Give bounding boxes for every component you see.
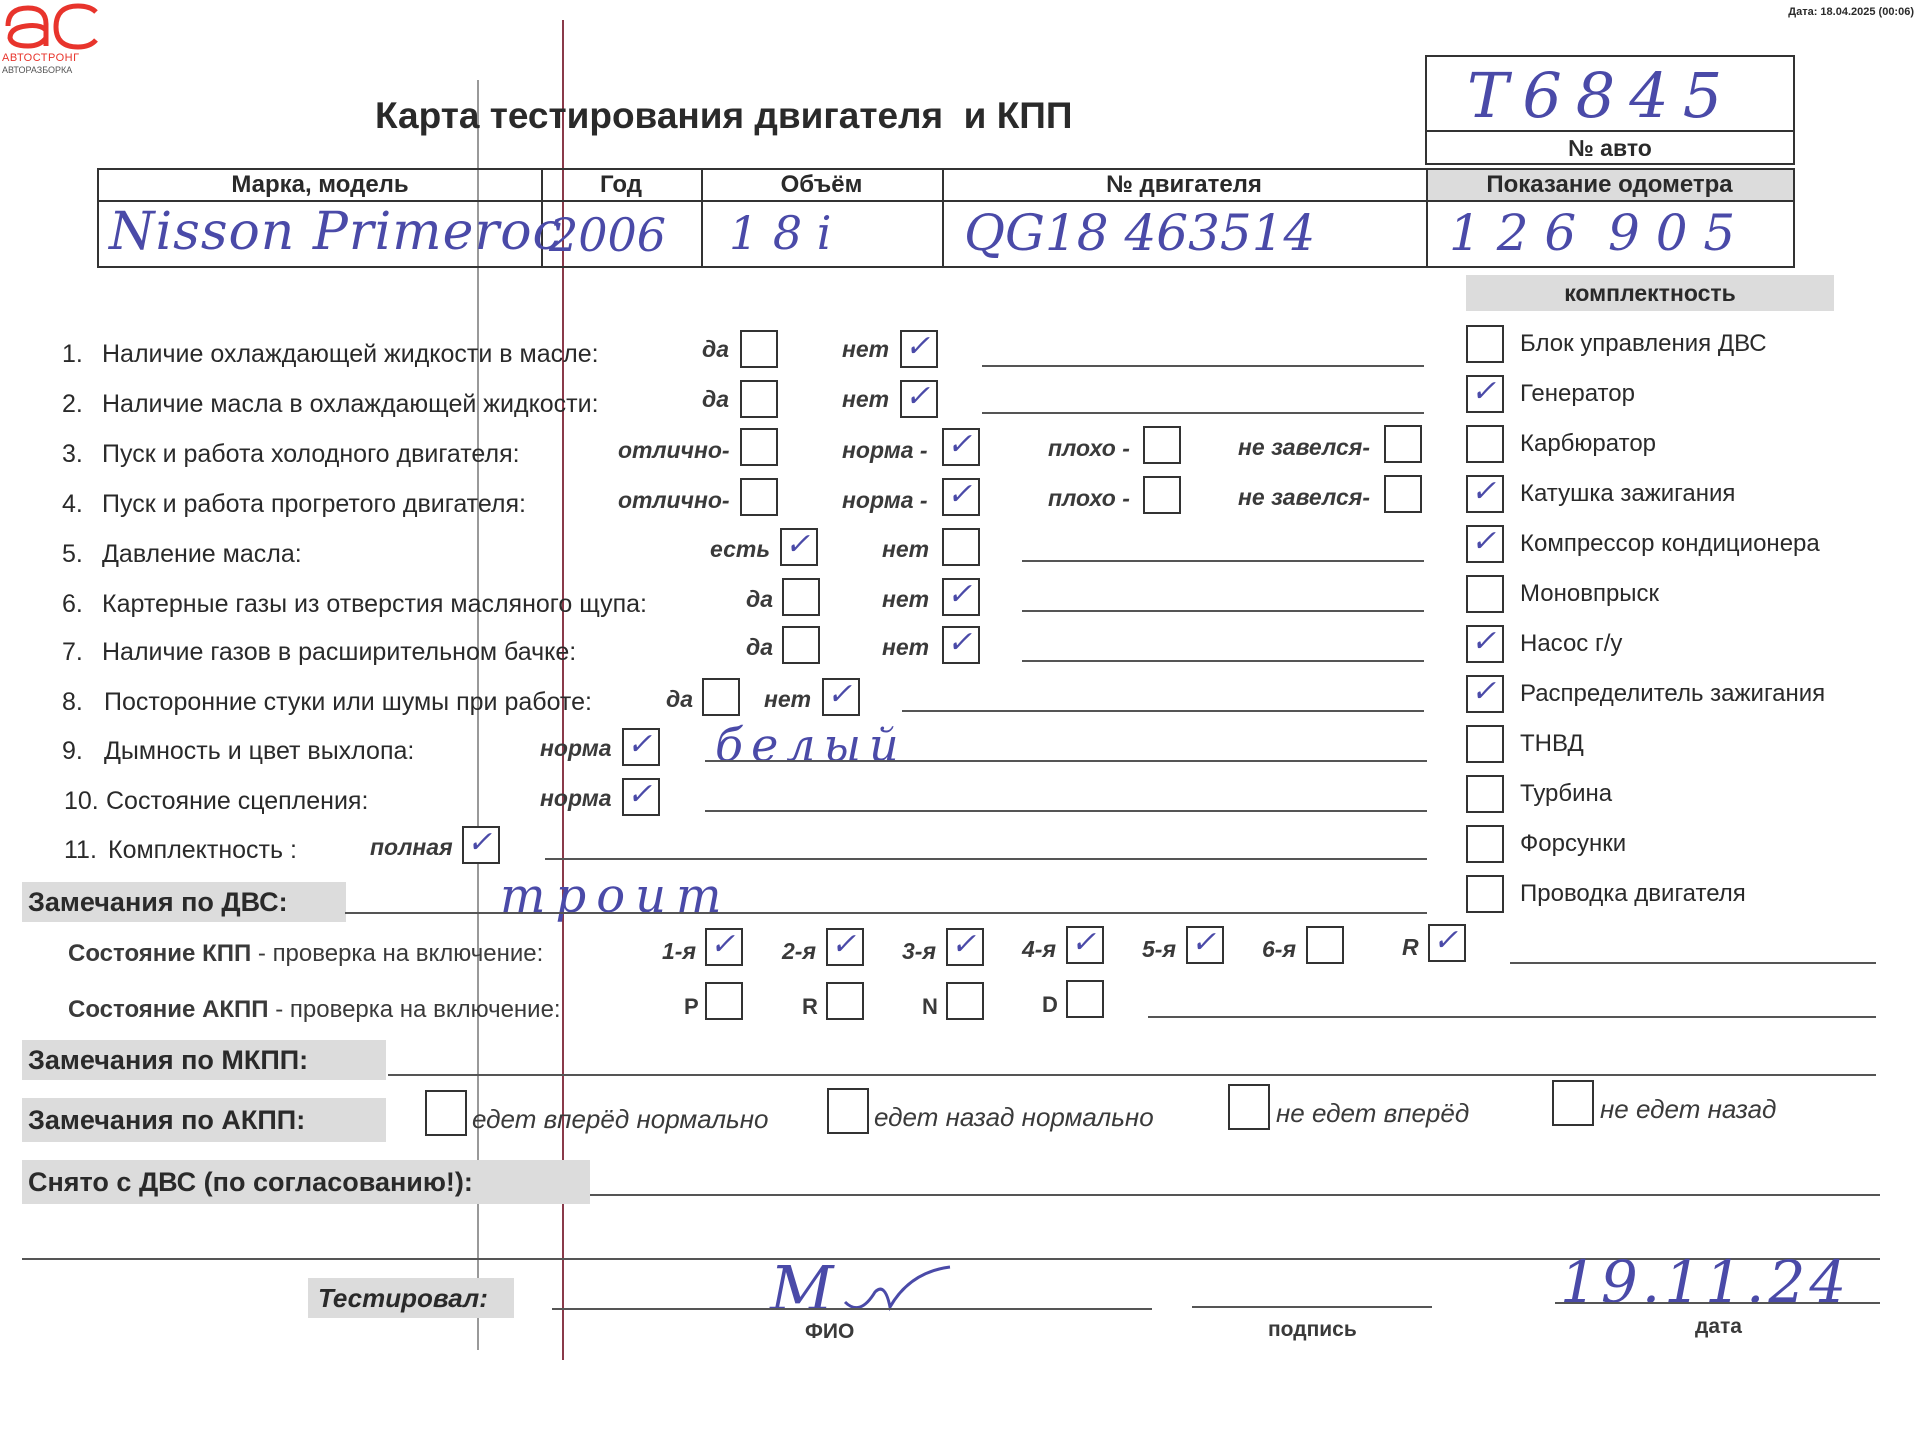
checkbox-mono-injection[interactable] bbox=[1466, 575, 1504, 613]
check-label: Наличие газов в расширительном бачке: bbox=[102, 638, 577, 666]
checkbox-no[interactable]: ✓ bbox=[822, 678, 860, 716]
check-number: 7. bbox=[62, 638, 83, 666]
kpp-line bbox=[1510, 962, 1876, 964]
checkbox-no[interactable]: ✓ bbox=[900, 380, 938, 418]
gear-label: 5-я bbox=[1142, 936, 1176, 962]
checkbox-normal[interactable]: ✓ bbox=[942, 478, 980, 516]
check-number: 2. bbox=[62, 390, 83, 418]
check-label: Комплектность : bbox=[108, 836, 297, 864]
check-label: Наличие охлаждающей жидкости в масле: bbox=[102, 340, 599, 368]
option-label: нет bbox=[842, 386, 890, 412]
option-label: норма - bbox=[842, 487, 928, 513]
check-number: 8. bbox=[62, 688, 83, 716]
option-label: плохо - bbox=[1048, 435, 1130, 461]
mode-label: N bbox=[922, 994, 938, 1019]
col-make-model: Марка, модель bbox=[231, 171, 409, 198]
checkbox-yes[interactable] bbox=[740, 330, 778, 368]
option-label: есть bbox=[710, 536, 770, 562]
logo-icon bbox=[0, 0, 100, 50]
akpp-line bbox=[1148, 1016, 1876, 1018]
note-line bbox=[1022, 610, 1424, 612]
checkbox-mode-d[interactable] bbox=[1066, 980, 1104, 1018]
option-label: да bbox=[746, 634, 774, 660]
signature-line bbox=[1192, 1306, 1432, 1308]
check-label: Наличие масла в охлаждающей жидкости: bbox=[102, 390, 599, 418]
option-label: едет вперёд нормально bbox=[472, 1104, 769, 1134]
logo-subtitle: АВТОРАЗБОРКА bbox=[2, 65, 73, 75]
check-number: 4. bbox=[62, 490, 83, 518]
option-label: норма bbox=[540, 785, 612, 811]
note-line bbox=[1022, 660, 1424, 662]
mode-label: P bbox=[684, 994, 699, 1019]
checkbox-engine-wiring[interactable] bbox=[1466, 875, 1504, 913]
checkbox-yes[interactable] bbox=[702, 678, 740, 716]
option-label: плохо - bbox=[1048, 485, 1130, 511]
checkbox-yes[interactable] bbox=[740, 380, 778, 418]
check-number: 9. bbox=[62, 737, 83, 765]
option-label: отлично- bbox=[618, 487, 730, 513]
gear-label: R bbox=[1402, 934, 1419, 960]
dvs-remarks-line bbox=[345, 912, 1427, 914]
checkbox-ac-compressor[interactable]: ✓ bbox=[1466, 525, 1504, 563]
option-label: да bbox=[702, 336, 730, 362]
gear-label: 6-я bbox=[1262, 936, 1296, 962]
option-label: да bbox=[746, 586, 774, 612]
completeness-item: ТНВД bbox=[1520, 730, 1584, 757]
auto-number-box bbox=[1425, 55, 1795, 165]
checkbox-reverse-ok[interactable] bbox=[827, 1088, 869, 1134]
check-number: 5. bbox=[62, 540, 83, 568]
checkbox-distributor[interactable]: ✓ bbox=[1466, 675, 1504, 713]
gear-label: 2-я bbox=[782, 938, 816, 964]
checkbox-absent[interactable] bbox=[942, 528, 980, 566]
completeness-item: Генератор bbox=[1520, 380, 1635, 407]
note-line bbox=[982, 365, 1424, 367]
signature-label: подпись bbox=[1268, 1318, 1357, 1341]
note-line bbox=[982, 412, 1424, 414]
check-label: Посторонние стуки или шумы при работе: bbox=[104, 688, 592, 716]
note-line bbox=[545, 858, 1427, 860]
mkpp-remarks-line bbox=[388, 1074, 1876, 1076]
checkbox-gear-5[interactable]: ✓ bbox=[1186, 926, 1224, 964]
mode-label: R bbox=[802, 994, 818, 1019]
option-label: едет назад нормально bbox=[874, 1102, 1154, 1132]
checkbox-ignition-coil[interactable]: ✓ bbox=[1466, 475, 1504, 513]
dvs-remarks-label: Замечания по ДВС: bbox=[22, 882, 346, 922]
fio-line bbox=[552, 1308, 1152, 1310]
akpp-label: Состояние АКПП - проверка на включение: bbox=[68, 996, 561, 1023]
checkbox-carburetor[interactable] bbox=[1466, 425, 1504, 463]
col-engine-number: № двигателя bbox=[1106, 171, 1262, 198]
option-label: не едет вперёд bbox=[1276, 1098, 1470, 1128]
option-label: нет bbox=[882, 586, 930, 612]
option-label: нет bbox=[842, 336, 890, 362]
test-date-value: 19.11.24 bbox=[1560, 1248, 1851, 1316]
completeness-title: комплектность bbox=[1466, 275, 1834, 311]
completeness-item: Компрессор кондиционера bbox=[1520, 530, 1820, 557]
checkbox-present[interactable]: ✓ bbox=[780, 528, 818, 566]
completeness-item: Моновпрыск bbox=[1520, 580, 1660, 607]
value-engine-number: QG18 463514 bbox=[964, 204, 1316, 262]
checkbox-no-forward[interactable] bbox=[1228, 1084, 1270, 1130]
option-label: норма - bbox=[842, 437, 928, 463]
checkbox-gear-1[interactable]: ✓ bbox=[705, 928, 743, 966]
header-table bbox=[97, 168, 1795, 268]
date-label: дата bbox=[1695, 1315, 1742, 1338]
tested-label: Тестировал: bbox=[308, 1278, 514, 1318]
checkbox-ecu[interactable] bbox=[1466, 325, 1504, 363]
option-label: да bbox=[666, 686, 694, 712]
check-number: 6. bbox=[62, 590, 83, 618]
completeness-item: Блок управления ДВС bbox=[1520, 330, 1767, 357]
checkbox-ps-pump[interactable]: ✓ bbox=[1466, 625, 1504, 663]
checkbox-mode-n[interactable] bbox=[946, 982, 984, 1020]
note-line bbox=[705, 760, 1427, 762]
option-label: нет bbox=[882, 536, 930, 562]
checkbox-excellent[interactable] bbox=[740, 428, 778, 466]
checkbox-no-start[interactable] bbox=[1384, 475, 1422, 513]
auto-number-value: T6845 bbox=[1467, 59, 1737, 132]
checkbox-mode-r[interactable] bbox=[826, 982, 864, 1020]
note-line bbox=[902, 710, 1424, 712]
check-label: Картерные газы из отверстия масляного щупа: bbox=[102, 590, 647, 618]
check-label: Дымность и цвет выхлопа: bbox=[104, 737, 415, 765]
completeness-item: Катушка зажигания bbox=[1520, 480, 1736, 507]
completeness-item: Проводка двигателя bbox=[1520, 880, 1746, 907]
checkbox-no[interactable]: ✓ bbox=[942, 578, 980, 616]
checkbox-bad[interactable] bbox=[1143, 476, 1181, 514]
check-number: 1. bbox=[62, 340, 83, 368]
checkbox-mode-p[interactable] bbox=[705, 982, 743, 1020]
checkbox-injectors[interactable] bbox=[1466, 825, 1504, 863]
option-label: нет bbox=[882, 634, 930, 660]
mkpp-remarks-label: Замечания по МКПП: bbox=[22, 1040, 386, 1080]
completeness-item: Насос г/у bbox=[1520, 630, 1623, 657]
page-title: Карта тестирования двигателя и КПП bbox=[375, 95, 1073, 136]
note-line bbox=[1022, 560, 1424, 562]
check-number: 3. bbox=[62, 440, 83, 468]
value-odometer: 1 2 6 9 0 5 bbox=[1449, 204, 1736, 262]
exhaust-note: белый bbox=[715, 718, 907, 772]
gear-label: 1-я bbox=[662, 938, 696, 964]
check-label: Пуск и работа прогретого двигателя: bbox=[102, 490, 526, 518]
value-make-model: Nisson Primeroc bbox=[109, 202, 563, 262]
checkbox-tnvd[interactable] bbox=[1466, 725, 1504, 763]
checkbox-excellent[interactable] bbox=[740, 478, 778, 516]
fio-label: ФИО bbox=[805, 1320, 855, 1343]
completeness-item: Карбюратор bbox=[1520, 430, 1657, 457]
option-label: отлично- bbox=[618, 437, 730, 463]
checkbox-no-start[interactable] bbox=[1384, 425, 1422, 463]
checkbox-turbine[interactable] bbox=[1466, 775, 1504, 813]
checkbox-full[interactable]: ✓ bbox=[462, 826, 500, 864]
checkbox-normal[interactable]: ✓ bbox=[942, 428, 980, 466]
kpp-label: Состояние КПП - проверка на включение: bbox=[68, 940, 544, 967]
option-label: норма bbox=[540, 735, 612, 761]
removed-line bbox=[590, 1194, 1880, 1196]
check-label: Состояние сцепления: bbox=[106, 787, 369, 815]
col-volume: Объём bbox=[780, 171, 863, 198]
gear-label: 4-я bbox=[1022, 936, 1056, 962]
mode-label: D bbox=[1042, 992, 1058, 1017]
checkbox-no[interactable]: ✓ bbox=[942, 626, 980, 664]
check-number: 11. bbox=[64, 836, 97, 864]
option-label: да bbox=[702, 386, 730, 412]
checkbox-normal[interactable]: ✓ bbox=[622, 728, 660, 766]
value-volume: 1 8 i bbox=[729, 206, 832, 260]
company-logo bbox=[0, 0, 105, 75]
option-label: полная bbox=[370, 834, 453, 860]
removed-label: Снято с ДВС (по согласованию!): bbox=[22, 1160, 590, 1204]
check-number: 10. bbox=[64, 787, 99, 815]
option-label: не завелся- bbox=[1238, 484, 1370, 510]
completeness-item: Турбина bbox=[1520, 780, 1613, 807]
dvs-remarks-value: троит bbox=[500, 868, 732, 924]
gear-label: 3-я bbox=[902, 938, 936, 964]
auto-number-label: № авто bbox=[1568, 135, 1652, 161]
option-label: не едет назад bbox=[1600, 1094, 1777, 1124]
checkbox-bad[interactable] bbox=[1143, 426, 1181, 464]
date-stamp: Дата: 18.04.2025 (00:06) bbox=[1788, 6, 1914, 18]
check-label: Пуск и работа холодного двигателя: bbox=[102, 440, 520, 468]
option-label: не завелся- bbox=[1238, 434, 1370, 460]
checkbox-yes[interactable] bbox=[782, 578, 820, 616]
value-year: 2006 bbox=[549, 208, 667, 262]
checkbox-gear-2[interactable]: ✓ bbox=[826, 928, 864, 966]
col-odometer: Показание одометра bbox=[1486, 171, 1733, 198]
date-line bbox=[1555, 1302, 1880, 1304]
signature-scribble bbox=[840, 1262, 970, 1322]
checkbox-normal[interactable]: ✓ bbox=[622, 778, 660, 816]
completeness-item: Распределитель зажигания bbox=[1520, 680, 1826, 707]
checkbox-no[interactable]: ✓ bbox=[900, 330, 938, 368]
checkbox-no-reverse[interactable] bbox=[1552, 1080, 1594, 1126]
option-label: нет bbox=[764, 686, 812, 712]
checkbox-generator[interactable]: ✓ bbox=[1466, 375, 1504, 413]
check-label: Давление масла: bbox=[102, 540, 302, 568]
checkbox-gear-r[interactable]: ✓ bbox=[1428, 924, 1466, 962]
col-year: Год bbox=[600, 171, 642, 198]
fio-value: М bbox=[770, 1252, 834, 1325]
checkbox-gear-4[interactable]: ✓ bbox=[1066, 926, 1104, 964]
checkbox-gear-3[interactable]: ✓ bbox=[946, 928, 984, 966]
note-line bbox=[705, 810, 1427, 812]
logo-name: АВТОСТРОНГ bbox=[2, 52, 80, 64]
akpp-remarks-label: Замечания по АКПП: bbox=[22, 1098, 386, 1142]
completeness-item: Форсунки bbox=[1520, 830, 1627, 857]
checkbox-gear-6[interactable] bbox=[1306, 926, 1344, 964]
checkbox-forward-ok[interactable] bbox=[425, 1090, 467, 1136]
checkbox-yes[interactable] bbox=[782, 626, 820, 664]
